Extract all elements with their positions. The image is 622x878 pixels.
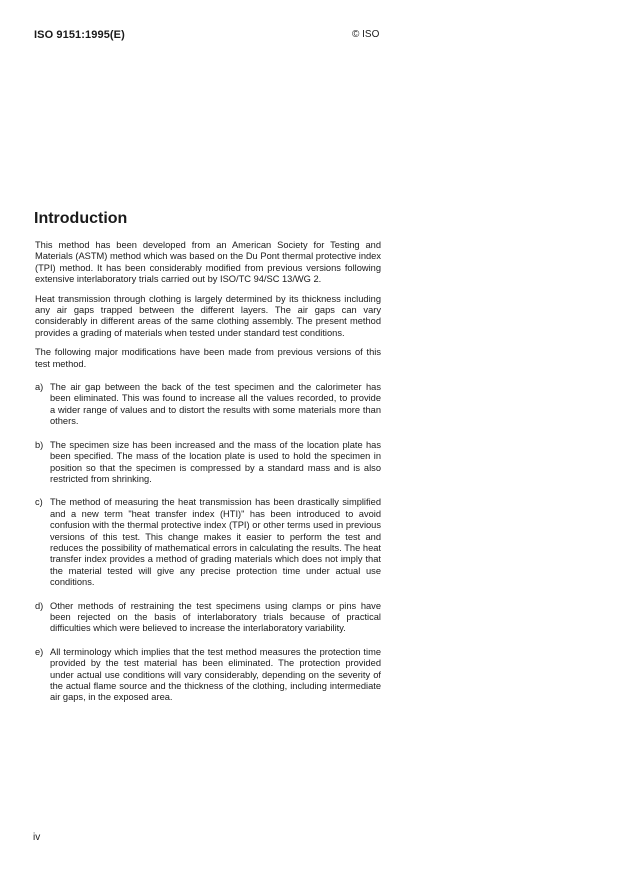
list-item <box>35 382 381 428</box>
list-item <box>35 497 381 588</box>
page-number: iv <box>33 832 41 843</box>
list-item <box>35 601 381 635</box>
list-item-label: a) <box>35 382 44 393</box>
list-item-label: d) <box>35 600 44 611</box>
list-item-text: All terminology which implies that the test method measures the protection time provided by the test material has been eliminated. The protection provided under actual use conditions will vary considerably, depending on the severity of the actual flame source and the thickness of the clothing, including intermediate air gaps, in the exposed area. <box>50 646 381 703</box>
section-title: Introduction <box>34 210 128 227</box>
list-item-text: The method of measuring the heat transmission has been drastically simplified and a new term "heat transfer index (HTI)" has been introduced to avoid confusion with the thermal protective index (TPI) or other terms used in previous versions of this test. This change makes it easier to perform the test and reduces the possibility of mathematical errors in calculating the results. The heat transfer index provides a method of grading materials which does not imply that the material tested will give any precise protection time under actual use conditions. <box>50 497 381 588</box>
list-item-label: c) <box>35 497 43 508</box>
copyright-notice: © ISO <box>352 29 380 40</box>
list-item <box>35 440 381 486</box>
list-item-label: e) <box>35 646 44 657</box>
list-item-text: The specimen size has been increased and the mass of the location plate has been specified. The mass of the location plate is used to hold the specimen in position so that the specimen is compressed by a standard mass and is also restricted from shrinking. <box>50 439 381 484</box>
list-item <box>35 647 381 704</box>
list-item-label: b) <box>35 439 44 450</box>
intro-paragraph-origin: This method has been developed from an American Society for Testing and Materials (ASTM) method which was based on the Du Pont thermal protective index (TPI) method. It has been considerably modified from previous versions following extensive interlaboratory trials carried out by ISO/TC 94/SC 13/WG 2. <box>35 240 381 285</box>
list-item-text: The air gap between the back of the test specimen and the calorimeter has been eliminated. This was found to increase all the values recorded, to provide a wider range of values and to distort the results with some materials more than others. <box>50 382 381 427</box>
section-body <box>35 240 381 716</box>
modifications-list <box>35 382 381 704</box>
document-identifier: ISO 9151:1995(E) <box>34 29 125 41</box>
intro-paragraph-heat-transmission: Heat transmission through clothing is largely determined by its thickness including any air gaps trapped between the different layers. The air gaps can vary considerably in different areas of the same clothing assembly. The present method provides a grading of materials when tested under standard test conditions. <box>35 293 381 338</box>
list-item-text: Other methods of restraining the test specimens using clamps or pins have been rejected on the basis of interlaboratory trials because of practical difficulties which were believed to increase the interlaboratory variability. <box>50 600 381 634</box>
intro-paragraph-modifications: The following major modifications have been made from previous versions of this test method. <box>35 347 381 369</box>
